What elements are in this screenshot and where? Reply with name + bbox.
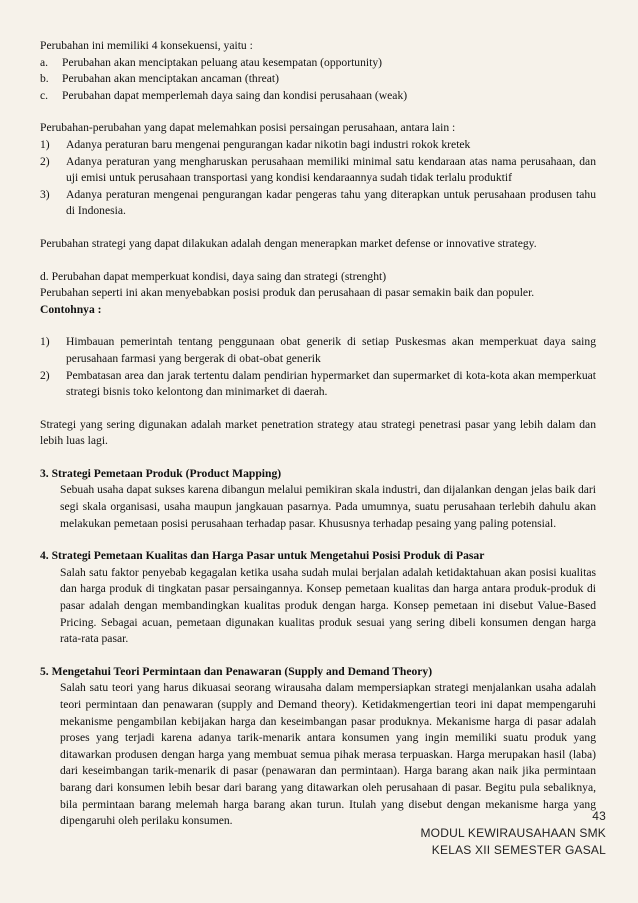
section-title: 4. Strategi Pemetaan Kualitas dan Harga Pasar untuk Mengetahui Posisi Produk di Pasar [40,549,485,563]
list-text: Adanya peraturan mengenai pengurangan kadar pengeras tahu yang diterapkan untuk perusahaan produsen tahu di Indonesia. [66,187,596,218]
list-item [40,368,596,401]
list-label: 1) [40,335,50,349]
section-supply-demand [40,664,596,830]
list-text: Perubahan akan menciptakan peluang atau kesempatan (opportunity) [62,55,382,69]
penetration-paragraph: Strategi yang sering digunakan adalah market penetration strategy atau strategi penetrasi pasar yang lebih dalam dan lebih luas lagi. [40,417,596,448]
list-item [40,55,596,72]
list-item [40,71,596,88]
strength-heading: d. Perubahan dapat memperkuat kondisi, daya saing dan strategi (strenght) [40,269,387,283]
section-title: 5. Mengetahui Teori Permintaan dan Penawaran (Supply and Demand Theory) [40,664,433,678]
list-item [40,334,596,367]
list-label: 2) [40,368,50,382]
list-label: 3) [40,187,50,201]
list-item [40,187,596,220]
list-item [40,88,596,105]
section-body: Salah satu faktor penyebab kegagalan ketika usaha sudah mulai berjalan adalah ketidaktahuan akan posisi kualitas dan harga produk di tingkatan pasar persaingannya. Konsep pemetaan kualitas dan harga antara produk-produk di pasar adalah dengan membandingkan kualitas produk dengan harga. Konsep pemetaan ini disebut Value-Based Pricing. Sebagai acuan, pemetaan digunakan kualitas produk sesuai yang sering dibeli konsumen dengan harga rata-rata pasar. [60,565,596,646]
examples-label: Contohnya : [40,302,102,316]
section-quality-price-mapping [40,548,596,648]
section-body: Salah satu teori yang harus dikuasai seorang wirausaha dalam mempersiapkan strategi menjalankan usaha adalah teori permintaan dan penawaran (supply and Demand theory). Ketidakmengertian teori ini dapat mempengaruhi mekanisme pengambilan kebijakan harga dan keseimbangan pasar produknya. Mekanisme harga di pasar adalah proses yang terjadi karena adanya tarik-menarik antara konsumen yang ingin memiliki suatu produk yang ditawarkan produsen dengan harga yang membuat semua pihak merasa terpuaskan. Harga merupakan hasil (laba) dari keseimbangan tarik-menarik di pasar (penawaran dan permintaan). Harga barang akan naik jika permintaan barang dari konsumen lebih besar dari barang yang ditawarkan oleh perusahaan di pasar. Begitu pula sebaliknya, bila permintaan barang melemah harga barang akan turun. Itulah yang disebut dengan mekanisme harga yang dipengaruhi oleh perilaku konsumen. [60,681,596,828]
strategy-change-paragraph: Perubahan strategi yang dapat dilakukan adalah dengan menerapkan market defense or innovative strategy. [40,236,537,250]
list-text: Adanya peraturan yang mengharuskan perusahaan memiliki minimal satu kendaraan atas nama perusahaan, dan uji emisi untuk perusahaan transportasi yang kondisi kendaraannya sudah tidak terlalu produktif [66,154,596,185]
footer-module-title: MODUL KEWIRAUSAHAAN SMK [420,826,606,840]
list-label: 1) [40,137,50,151]
consequences-intro: Perubahan ini memiliki 4 konsekuensi, yaitu : [40,39,253,52]
document-body [40,38,596,830]
footer-class-semester: KELAS XII SEMESTER GASAL [431,843,606,857]
page-footer [420,808,606,859]
list-text: Himbauan pemerintah tentang penggunaan obat generik di setiap Puskesmas akan memperkuat daya saing perusahaan farmasi yang bergerak di obat-obat generik [66,335,596,365]
list-text: Perubahan akan menciptakan ancaman (threat) [62,72,279,86]
list-item [40,154,596,187]
weakening-changes-intro: Perubahan-perubahan yang dapat melemahkan posisi persaingan perusahaan, antara lain : [40,121,456,135]
list-text: Pembatasan area dan jarak tertentu dalam pendirian hypermarket dan supermarket di kota-kota akan memperkuat strategi bisnis toko kelontong dan minimarket di daerah. [66,368,596,399]
list-text: Adanya peraturan baru mengenai pengurangan kadar nikotin bagi industri rokok kretek [66,137,471,151]
list-label: b. [40,72,49,86]
list-label: a. [40,55,49,69]
list-item [40,137,596,154]
list-label: 2) [40,154,50,168]
section-product-mapping [40,466,596,532]
list-label: c. [40,88,49,102]
strength-paragraph: Perubahan seperti ini akan menyebabkan posisi produk dan perusahaan di pasar semakin baik dan populer. [40,286,535,300]
list-text: Perubahan dapat memperlemah daya saing dan kondisi perusahaan (weak) [62,88,408,102]
page-number: 43 [592,809,606,823]
section-body: Sebuah usaha dapat sukses karena dibangun melalui pemikiran skala industri, dan dijalankan dengan jelas baik dari segi skala organisasi, usaha maupun jangkauan pasarnya. Pada umumnya, suatu perusahaan terlebih dahulu akan melakukan pemetaan posisi perusahaan terhadap pasar. Khususnya terhadap pesaing yang paling potensial. [60,483,596,530]
section-title: 3. Strategi Pemetaan Produk (Product Mapping) [40,466,282,480]
